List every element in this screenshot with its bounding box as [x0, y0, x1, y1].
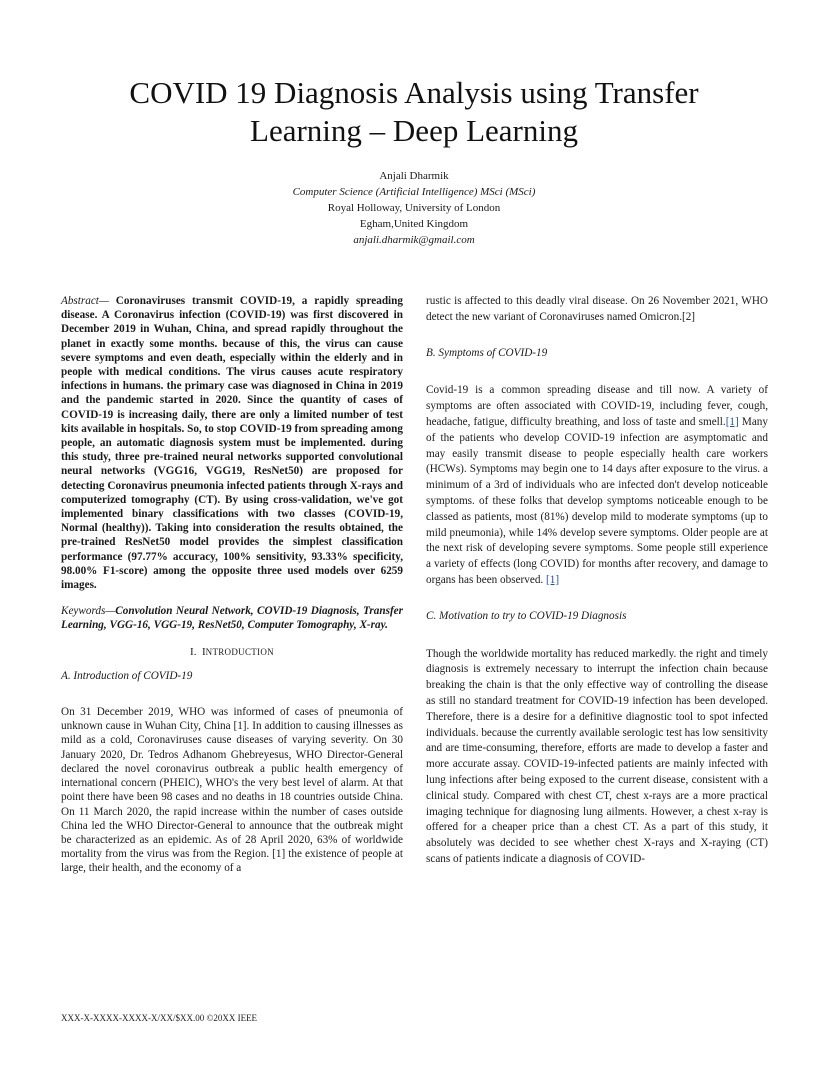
section-title-rest: NTRODUCTION — [205, 646, 274, 657]
subsection-heading-a: A. Introduction of COVID-19 — [61, 669, 193, 682]
subsection-heading-b: B. Symptoms of COVID-19 — [426, 346, 548, 359]
author-institution: Royal Holloway, University of London — [327, 202, 501, 214]
author-department: Computer Science (Artificial Intelligence) MSci (MSci) — [292, 186, 536, 198]
subsection-b-text — [426, 383, 768, 588]
abstract — [61, 294, 403, 592]
subsection-a-text: On 31 December 2019, WHO was informed of cases of pneumonia of unknown cause in Wuhan City, China [1]. In addition to causing illnesses as mild as a cold, Coronaviruses cause diseases of varying severity. On 30 January 2020, Dr. Tedros Adhanom Ghebreyesus, WHO Director-General declared the novel coronavirus outbreak a public health emergency of international concern (PHEIC), WHO's the very best level of alarm. At that point there have been 98 cases and no deaths in 18 countries outside China. On 11 March 2020, the rapid increase within the number of cases outside China led the WHO Director-General to announce that the outbreak might be characterized as an epidemic. As of 28 April 2020, 63% of worldwide mortality from the virus was from the Region. [1] the existence of people at large, their health, and the economy of a — [61, 706, 403, 875]
subsection-b-text-part1: Covid-19 is a common spreading disease and till now. A variety of symptoms are often associated with COVID-19, including fever, cough, headache, fatigue, difficulty breathing, and loss of taste and smell. — [426, 384, 768, 428]
section-number: I. — [190, 645, 197, 658]
section-heading-introduction — [61, 645, 403, 659]
keywords-text: Convolution Neural Network, COVID-19 Diagnosis, Transfer Learning, VGG-16, VGG-19, ResNet50, Computer Tomography, X-ray. — [61, 605, 403, 632]
title-line-2: Learning – Deep Learning — [250, 113, 578, 148]
author-location: Egham,United Kingdom — [359, 218, 469, 230]
subsection-a-continued: rustic is affected to this deadly viral disease. On 26 November 2021, WHO detect the new variant of Coronaviruses named Omicron.[2] — [426, 295, 768, 323]
abstract-lead: Abstract— — [61, 295, 109, 307]
author-name: Anjali Dharmik — [379, 170, 449, 182]
copyright-footer: XXX-X-XXXX-XXXX-X/XX/$XX.00 ©20XX IEEE — [61, 1013, 258, 1023]
author-block — [160, 168, 668, 248]
left-column — [61, 294, 403, 876]
keywords — [61, 604, 403, 632]
paper-title — [60, 74, 768, 150]
section-initial: I — [201, 645, 206, 658]
subsection-heading-c: C. Motivation to try to COVID-19 Diagnosis — [426, 609, 627, 622]
citation-link-2[interactable]: [1] — [546, 573, 560, 586]
subsection-b-text-part2: Many of the patients who develop COVID-19 infection are asymptomatic and may easily transmit disease to people especially health care workers (HCWs). Symptoms may begin one to 14 days after exposure to the virus. a minimum of a 3rd of individuals who are infected don't develop noticeable symptoms. of these folks that develop symptoms noticeable enough to be classed as patients, most (81%) develop mild to moderate symptoms (up to mild pneumonia), while 14% develop severe symptoms. Older people are at the next risk of developing severe symptoms. Some people still experience a variety of effects (long COVID) for months after recovery, and damage to organs has been observed. — [426, 415, 768, 586]
author-email: anjali.dharmik@gmail.com — [353, 234, 475, 246]
title-line-1: COVID 19 Diagnosis Analysis using Transfer — [129, 75, 699, 110]
keywords-lead: Keywords— — [61, 605, 116, 618]
abstract-text: Coronaviruses transmit COVID-19, a rapidly spreading disease. A Coronavirus infection (COVID-19) was first discovered in December 2019 in Wuhan, China, and spread rapidly throughout the planet in exactly some months. because of this, the virus can cause severe symptoms and even death, especially within the elderly and in people with medical conditions. The virus causes acute respiratory infections in humans. the primary case was diagnosed in China in 2019 and the pandemic started in 2020. Since the quantity of cases of COVID-19 is increasing daily, there are only a limited number of test kits available in hospitals. So, to stop COVID-19 from spreading among people, an automatic diagnosis system must be implemented. during this study, three pre-trained neural networks supported convolutional neural networks (VGG16, VGG19, ResNet50) are proposed for detecting Coronavirus pneumonia infected patients through X-rays and computerized tomography (CT). By using cross-validation, we've got implemented binary classifications with two classes (COVID-19, Normal (healthy)). Taking into consideration the results obtained, the pre-trained ResNet50 model provides the simplest classification performance (97.77% accuracy, 100% sensitivity, 93.33% specificity, 98.00% F1-score) among the opposite three used models over 6259 images. — [61, 295, 403, 592]
citation-link-1[interactable]: [1] — [725, 415, 739, 428]
subsection-c-text: Though the worldwide mortality has reduced markedly. the right and timely diagnosis is extremely necessary to interrupt the infection chain because breaking the chain is that the only effective way of controlling the disease as still no standard treatment for COVID-19 infection has been developed. Therefore, there is a desire for a definitive diagnostic tool to spot infected individuals. because the currently available serologic test has low sensitivity and are time-consuming, therefore, efforts are made to develop a faster and more accurate assay. COVID-19-infected patients are mainly infected with lung infections after being exposed to the current disease, consistent with a clinical study. Compared with chest CT, chest x-rays are a more practical imaging technique for diagnosing lung ailments. However, a chest x-ray is offered for a cheaper price than a chest CT. As a part of this study, it absolutely was decided to see whether chest X-rays and X-raying (CT) scans of patients indicate a diagnosis of COVID- — [426, 647, 768, 865]
right-column — [426, 294, 768, 868]
